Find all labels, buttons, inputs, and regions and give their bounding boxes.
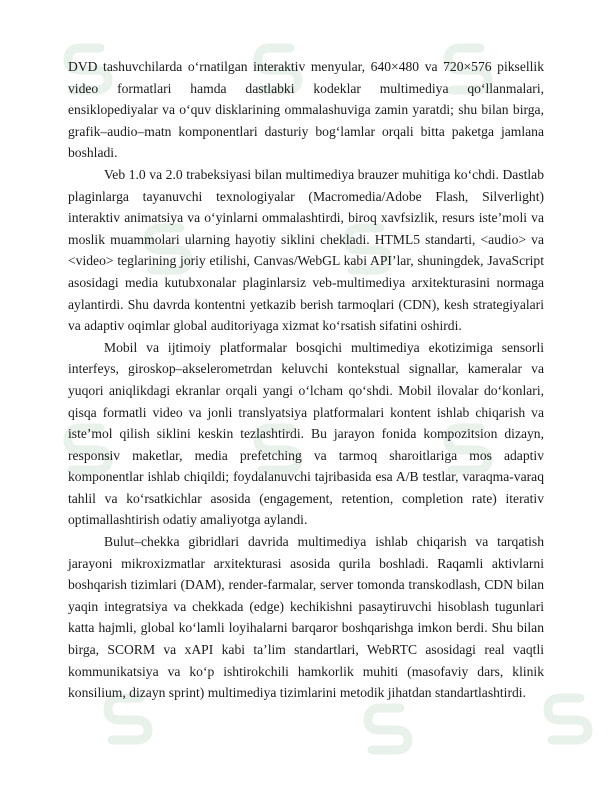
paragraph-cloud-edge: Bulut–chekka gibridlari davrida multimediya ishlab chiqarish va tarqatish jarayoni mikroxizmatlar arxitekturasi asosida qurila boshladi. Raqamli aktivlarni boshqarish tizimlari (DAM), render-farmalar, server tomonda transkodlash, CDN bilan yaqin integratsiya va chekkada (edge) kechikishni pasaytiruvchi hisoblash tugunlari katta hajmli, global ko‘lamli loyihalarni barqaror boshqarishga imkon berdi. Shu bilan birga, SCORM va xAPI kabi ta’lim standartlari, WebRTC asosidagi real vaqtli kommunikatsiya va ko‘p ishtirokchili hamkorlik muhiti (masofaviy dars, klinik konsilium, dizayn sprint) multimediya tizimlarini metodik jihatdan standartlashtirdi. — [68, 534, 544, 701]
paragraph-mobile-social: Mobil va ijtimoiy platformalar bosqichi multimediya ekotizimiga sensorli interfeys, giroskop–akselerometrdan keluvchi kontekstual signallar, kameralar va yuqori aniqlikdagi ekranlar orqali yangi o‘lcham qo‘shdi. Mobil ilovalar do‘konlari, qisqa formatli video va jonli translyatsiya platformalari kontent ishlab chiqarish va iste’mol qilish siklini keskin tezlashtirdi. Bu jarayon fonida kompozitsion dizayn, responsiv maketlar, media prefetching va tarmoq sharoitlariga mos adaptiv komponentlar ishlab chiqildi; foydalanuvchi tajribasida esa A/B testlar, varaqma-varaq tahlil va ko‘rsatkichlar asosida (engagement, retention, completion rate) iterativ optimallashtirish odatiy amaliyotga aylandi. — [68, 339, 544, 528]
paragraph-web-multimedia: Veb 1.0 va 2.0 trabeksiyasi bilan multimediya brauzer muhitiga ko‘chdi. Dastlab plaginlarga tayanuvchi texnologiyalar (Macromedia/Adobe Flash, Silverlight) interaktiv animatsiya va o‘yinlarni ommalashtirdi, biroq xavfsizlik, resurs iste’moli va moslik muammolari ularning hayotiy siklini chekladi. HTML5 standarti, <audio> va <video> teglarining joriy etilishi, Canvas/WebGL kabi API’lar, shuningdek, JavaScript asosidagi media kutubxonalar plaginlarsiz veb-multimediya arxitekturasini normaga aylantirdi. Shu davrda kontentni yetkazib berish tarmoqlari (CDN), kesh strategiyalari va adaptiv oqimlar global auditoriyaga xizmat ko‘rsatish sifatini oshirdi. — [68, 166, 544, 334]
watermark-logo — [540, 690, 596, 746]
document-body — [68, 56, 544, 704]
paragraph-dvd-menus: DVD tashuvchilarda o‘rnatilgan interaktiv menyular, 640×480 va 720×576 piksellik video formatlari hamda dastlabki kodeklar multimediya qo‘llanmalari, ensiklopediyalar va o‘quv disklarining ommalashuviga zamin yaratdi; shu bilan birga, grafik–audio–matn komponentlari dasturiy bog‘lamlar orqali bitta paketga jamlana boshladi. — [68, 59, 544, 161]
watermark-logo — [360, 700, 416, 756]
